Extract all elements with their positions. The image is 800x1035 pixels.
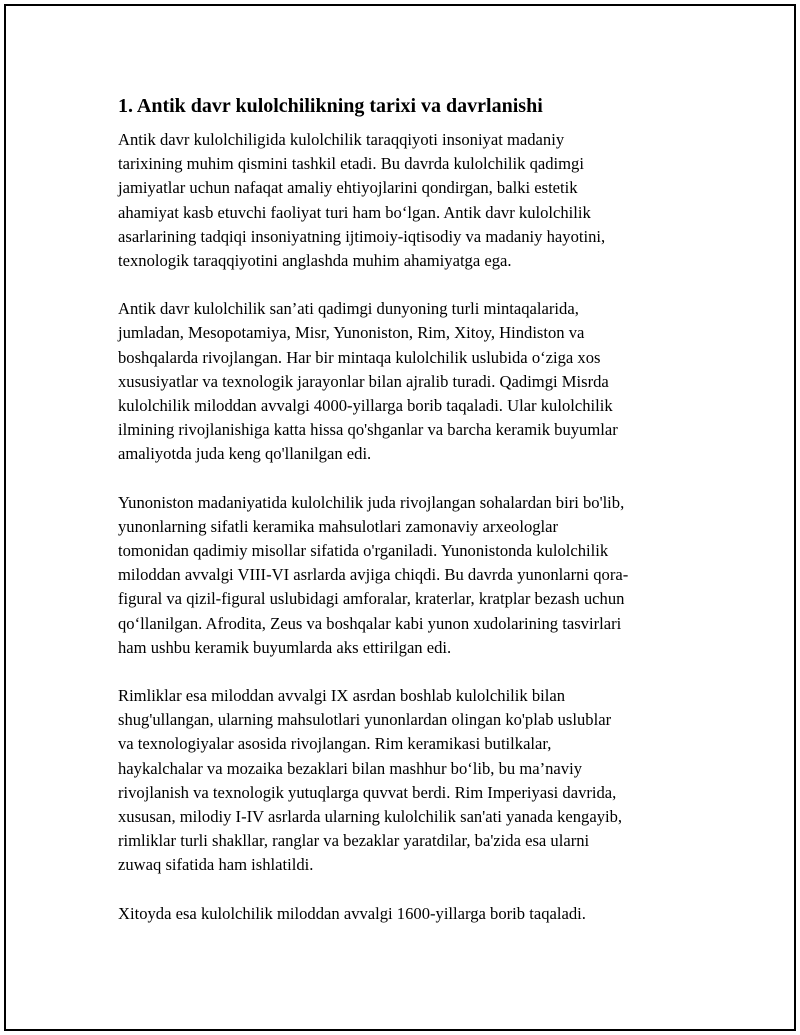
text-line: xususiyatlar va texnologik jarayonlar bilan ajralib turadi. Qadimgi Misrda [118, 371, 609, 391]
text-line: rimliklar turli shakllar, ranglar va bezaklar yaratdilar, ba'zida esa ularni [118, 831, 590, 851]
text-line: texnologik taraqqiyotini anglashda muhim ahamiyatga ega. [118, 251, 512, 271]
paragraph-4 [118, 684, 688, 878]
paragraph-3 [118, 491, 688, 660]
text-line: Yunoniston madaniyatida kulolchilik juda rivojlangan sohalardan biri bo'lib, [118, 492, 625, 512]
paragraph-5 [118, 902, 688, 926]
text-line: tarixining muhim qismini tashkil etadi. Bu davrda kulolchilik qadimgi [118, 154, 584, 174]
text-line: haykalchalar va mozaika bezaklari bilan mashhur bo‘lib, bu ma’naviy [118, 758, 582, 778]
text-line: asarlarining tadqiqi insoniyatning ijtimoiy-iqtisodiy va madaniy hayotini, [118, 226, 606, 246]
text-line: miloddan avvalgi VIII-VI asrlarda avjiga chiqdi. Bu davrda yunonlarni qora- [118, 565, 629, 585]
text-line: Antik davr kulolchilik san’ati qadimgi dunyoning turli mintaqalarida, [118, 299, 579, 319]
text-line: Rimliklar esa miloddan avvalgi IX asrdan boshlab kulolchilik bilan [118, 686, 566, 706]
text-line: ham ushbu keramik buyumlarda aks ettirilgan edi. [118, 637, 452, 657]
text-line: rivojlanish va texnologik yutuqlarga quvvat berdi. Rim Imperiyasi davrida, [118, 782, 617, 802]
text-line: Xitoyda esa kulolchilik miloddan avvalgi 1600-yillarga borib taqaladi. [118, 903, 586, 923]
text-line: tomonidan qadimiy misollar sifatida o'rganiladi. Yunonistonda kulolchilik [118, 541, 609, 561]
text-line: va texnologiyalar asosida rivojlangan. Rim keramikasi butilkalar, [118, 734, 552, 754]
text-line: boshqalarda rivojlangan. Har bir mintaqa kulolchilik uslubida o‘ziga xos [118, 347, 601, 367]
section-heading: 1. Antik davr kulolchilikning tarixi va davrlanishi [118, 95, 543, 117]
text-line: Antik davr kulolchiligida kulolchilik taraqqiyoti insoniyat madaniy [118, 130, 565, 149]
text-line: figural va qizil-figural uslubidagi amforalar, kraterlar, kratplar bezash uchun [118, 589, 625, 609]
text-line: ahamiyat kasb etuvchi faoliyat turi ham bo‘lgan. Antik davr kulolchilik [118, 202, 591, 222]
text-line: qo‘llanilgan. Afrodita, Zeus va boshqalar kabi yunon xudolarining tasvirlari [118, 613, 622, 633]
text-line: jamiyatlar uchun nafaqat amaliy ehtiyojlarini qondirgan, balki estetik [118, 178, 578, 198]
text-line: xususan, milodiy I-IV asrlarda ularning kulolchilik san'ati yanada kengayib, [118, 807, 623, 827]
text-line: yunonlarning sifatli keramika mahsulotlari zamonaviy arxeologlar [118, 516, 559, 536]
paragraph-1 [118, 128, 688, 273]
text-line: amaliyotda juda keng qo'llanilgan edi. [118, 444, 372, 464]
document-body [118, 92, 688, 950]
text-line: shug'ullangan, ularning mahsulotlari yunonlardan olingan ko'plab uslublar [118, 710, 612, 730]
text-line: ilmining rivojlanishiga katta hissa qo'shganlar va barcha keramik buyumlar [118, 420, 618, 440]
text-line: zuwaq sifatida ham ishlatildi. [118, 855, 314, 875]
text-line: kulolchilik miloddan avvalgi 4000-yillarga borib taqaladi. Ular kulolchilik [118, 396, 613, 416]
text-line: jumladan, Mesopotamiya, Misr, Yunoniston, Rim, Xitoy, Hindiston va [118, 323, 585, 343]
paragraph-2 [118, 297, 688, 466]
